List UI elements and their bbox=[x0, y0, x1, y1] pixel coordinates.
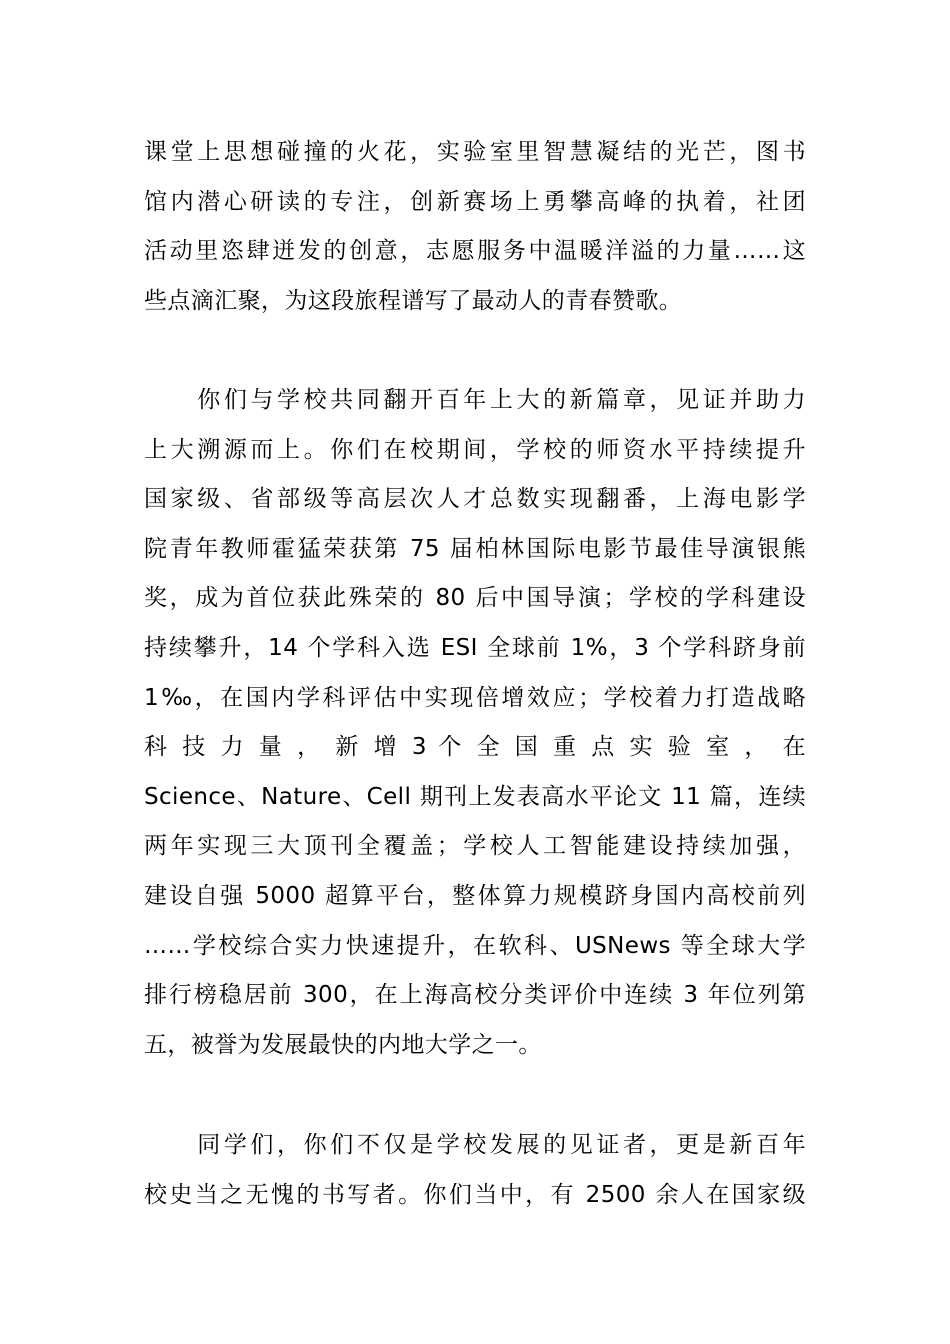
text-line: 建设自强 5000 超算平台，整体算力规模跻身国内高校前列 bbox=[144, 882, 806, 909]
text-line: 上大溯源而上。你们在校期间，学校的师资水平持续提升 bbox=[144, 436, 806, 463]
text-line: 国家级、省部级等高层次人才总数实现翻番，上海电影学 bbox=[144, 486, 806, 513]
text-line: 五，被誉为发展最快的内地大学之一。 bbox=[144, 1031, 542, 1058]
paragraph-school-achievements bbox=[144, 376, 806, 1070]
text-line: 两年实现三大顶刊全覆盖；学校人工智能建设持续加强， bbox=[144, 833, 806, 860]
text-line: 馆内潜心研读的专注，创新赛场上勇攀高峰的执着，社团 bbox=[144, 188, 806, 215]
text-line: 校史当之无愧的书写者。你们当中，有 2500 余人在国家级 bbox=[144, 1181, 806, 1208]
text-line: 课堂上思想碰撞的火花，实验室里智慧凝结的光芒，图书 bbox=[144, 139, 806, 165]
text-line: 奖，成为首位获此殊荣的 80 后中国导演；学校的学科建设 bbox=[144, 585, 806, 612]
text-line: 同学们，你们不仅是学校发展的见证者，更是新百年 bbox=[144, 1132, 806, 1158]
text-line: 活动里恣肆迸发的创意，志愿服务中温暖洋溢的力量……这 bbox=[144, 238, 806, 265]
text-line: 些点滴汇聚，为这段旅程谱写了最动人的青春赞歌。 bbox=[144, 287, 683, 314]
text-line: 院青年教师霍猛荣获第 75 届柏林国际电影节最佳导演银熊 bbox=[144, 535, 806, 562]
text-line: 1‰，在国内学科评估中实现倍增效应；学校着力打造战略 bbox=[144, 684, 806, 711]
text-line: ……学校综合实力快速提升，在软科、USNews 等全球大学 bbox=[144, 932, 806, 959]
text-line: Science、Nature、Cell 期刊上发表高水平论文 11 篇，连续 bbox=[144, 783, 806, 810]
paragraph-students bbox=[144, 1121, 806, 1220]
text-line: 排行榜稳居前 300，在上海高校分类评价中连续 3 年位列第 bbox=[144, 982, 806, 1009]
paragraph-campus-life bbox=[144, 128, 806, 326]
text-line: 科 技 力 量 ， 新 增 3 个 全 国 重 点 实 验 室 ， 在 bbox=[144, 734, 806, 761]
text-line: 你们与学校共同翻开百年上大的新篇章，见证并助力 bbox=[144, 387, 806, 413]
text-line: 持续攀升，14 个学科入选 ESI 全球前 1%，3 个学科跻身前 bbox=[144, 634, 806, 661]
